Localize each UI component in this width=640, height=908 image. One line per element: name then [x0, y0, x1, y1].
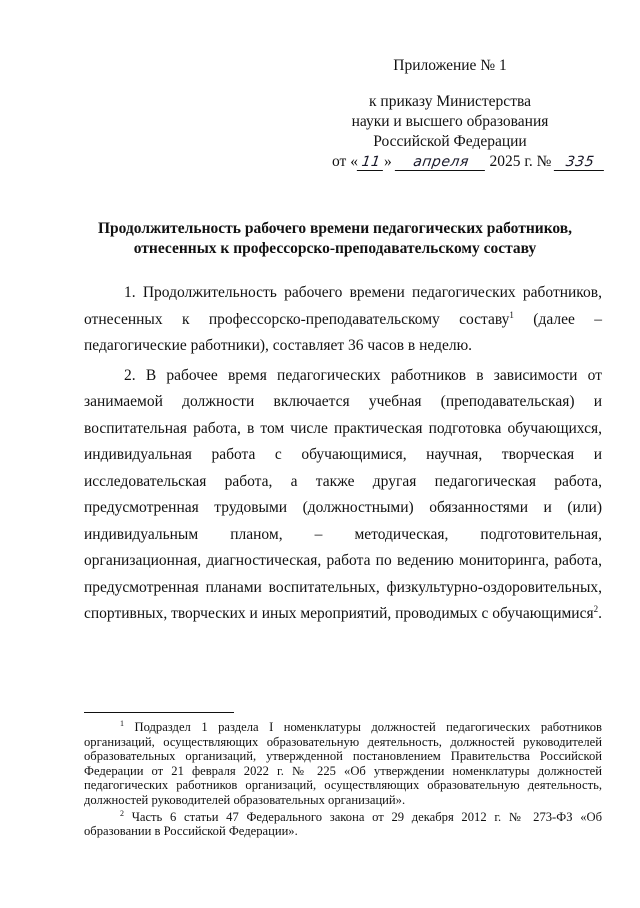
document-title	[70, 219, 600, 259]
paragraph-1	[84, 280, 602, 360]
footnote-2	[84, 810, 602, 839]
order-ref-line-2: науки и высшего образования	[351, 113, 549, 130]
footnote-separator	[84, 712, 234, 713]
order-date-mid: »	[383, 153, 392, 170]
order-number-handwritten: 335	[554, 154, 606, 171]
footnotes	[84, 720, 602, 841]
footnote-ref-1: 1	[509, 309, 514, 320]
paragraph-1-text: 1. Продолжительность рабочего времени педагогических работников, отнесенных к профессорско-преподавательскому составу	[84, 284, 602, 328]
order-date-prefix: от «	[332, 153, 358, 170]
order-year-text: 2025 г. №	[489, 153, 552, 170]
order-date-number-line	[300, 152, 600, 172]
paragraph-2-text: 2. В рабочее время педагогических работников в зависимости от занимаемой должности включается учебная (преподавательская) и воспитательная работа, в том числе практическая подготовка обучающихся, индивидуальная работа с обучающимися, научная, творческая и исследовательская работа, а также другая педагогическая работа, предусмотренная трудовыми (должностными) обязанностями и (или) индивидуальным планом, – методическая, подготовительная, организационная, диагностическая, работа по ведению мониторинга, работа, предусмотренная планами воспитательных, физкультурно-оздоровительных, спортивных, творческих и иных мероприятий, проводимых с обучающимися	[84, 366, 602, 622]
paragraph-2-text-end: .	[598, 605, 602, 622]
title-line-1: Продолжительность рабочего времени педагогических работников,	[97, 220, 573, 237]
document-body	[84, 280, 602, 631]
footnote-1-mark: 1	[120, 718, 124, 728]
order-ref-line-1: к приказу Министерства	[369, 93, 531, 110]
order-ref-line-3: Российской Федерации	[373, 133, 527, 150]
order-day-handwritten: 11	[357, 154, 385, 171]
footnote-1	[84, 720, 602, 808]
title-line-2: отнесенных к профессорско-преподавательскому составу	[133, 240, 537, 257]
appendix-number: Приложение № 1	[393, 57, 507, 74]
paragraph-1-text-end: (далее – педагогические работники), составляет 36 часов в неделю.	[84, 310, 602, 354]
paragraph-2	[84, 363, 602, 628]
appendix-header	[300, 56, 600, 172]
footnote-2-text: Часть 6 статьи 47 Федерального закона от 29 декабря 2012 г. № 273-ФЗ «Об образовании в Российской Федерации».	[84, 809, 602, 839]
footnote-2-mark: 2	[120, 808, 124, 818]
footnote-ref-2: 2	[593, 603, 599, 614]
order-month-handwritten: апреля	[394, 154, 486, 171]
footnote-1-text: Подраздел 1 раздела I номенклатуры должностей педагогических работников организаций, осуществляющих образовательную деятельность, должностей руководителей образовательных организаций, утвержденной постановлением Правительства Российской Федерации от 21 февраля 2022 г. № 225 «Об утверждении номенклатуры должностей педагогических работников организаций, осуществляющих образовательную деятельность, должностей руководителей образовательных организаций».	[84, 720, 602, 807]
